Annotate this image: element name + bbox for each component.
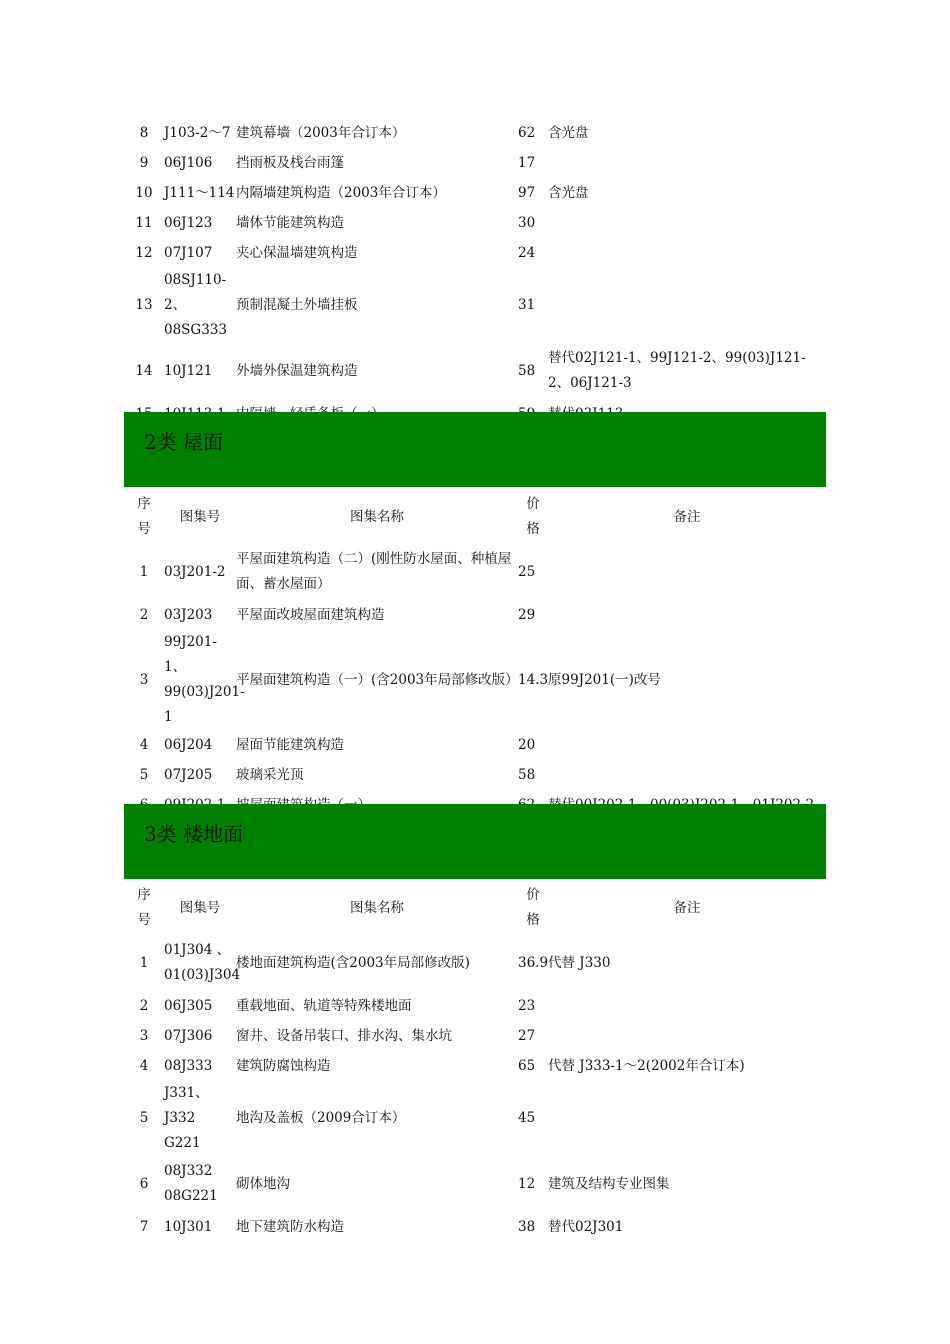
table-row bbox=[124, 760, 826, 790]
table-row bbox=[124, 343, 826, 399]
row-no: 2 bbox=[139, 606, 149, 623]
row-name: 平屋面改坡屋面建筑构造 bbox=[236, 606, 385, 623]
row-name: 夹心保温墙建筑构造 bbox=[236, 244, 358, 261]
row-price: 25 bbox=[518, 563, 536, 580]
row-name: 重载地面、轨道等特殊楼地面 bbox=[236, 997, 412, 1014]
table-row bbox=[124, 1081, 826, 1156]
table-row bbox=[124, 544, 826, 600]
section-banner-roof bbox=[124, 412, 826, 487]
header-price: 价格 bbox=[526, 887, 540, 928]
table-row bbox=[124, 600, 826, 630]
row-code: 99J201-1、99(03)J201-1 bbox=[164, 634, 245, 725]
row-code: 06J204 bbox=[164, 736, 213, 753]
row-no: 2 bbox=[139, 997, 149, 1014]
row-price: 38 bbox=[518, 1218, 536, 1235]
row-no: 10 bbox=[135, 184, 153, 201]
header-code: 图集号 bbox=[179, 899, 221, 916]
row-name: 平屋面建筑构造（一）(含2003年局部修改版） bbox=[236, 671, 519, 688]
row-price: 58 bbox=[518, 766, 536, 783]
row-note bbox=[548, 268, 826, 343]
header-no: 序号 bbox=[137, 496, 151, 537]
row-name: 地沟及盖板（2009合订本） bbox=[236, 1110, 406, 1126]
row-price: 62 bbox=[518, 124, 536, 141]
row-price: 58 bbox=[518, 362, 536, 379]
row-note bbox=[548, 208, 826, 238]
row-price: 97 bbox=[518, 184, 536, 201]
row-name: 屋面节能建筑构造 bbox=[236, 736, 344, 753]
header-code: 图集号 bbox=[179, 508, 221, 525]
row-code: 10J301 bbox=[164, 1218, 213, 1235]
table-row bbox=[124, 178, 826, 208]
row-code: 06J123 bbox=[164, 214, 213, 231]
row-name: 内隔墙建筑构造（2003年合订本） bbox=[236, 184, 446, 201]
row-note: 代替 J330 bbox=[548, 954, 611, 971]
row-name: 平屋面建筑构造（二）(刚性防水屋面、种植屋面、蓄水屋面） bbox=[236, 551, 512, 592]
row-price: 20 bbox=[518, 736, 536, 753]
row-note: 替代02J301 bbox=[548, 1218, 624, 1235]
row-note: 原99J201(一)改号 bbox=[548, 671, 661, 688]
row-code: 08J332 08G221 bbox=[164, 1163, 218, 1204]
roof-table bbox=[124, 490, 826, 820]
header-name: 图集名称 bbox=[350, 899, 404, 916]
row-no: 4 bbox=[139, 1057, 149, 1074]
row-note bbox=[548, 148, 826, 178]
wall-table bbox=[124, 118, 826, 429]
table-row bbox=[124, 268, 826, 343]
row-no: 1 bbox=[139, 563, 149, 580]
row-no: 5 bbox=[139, 766, 149, 783]
row-no: 5 bbox=[139, 1110, 149, 1126]
row-no: 1 bbox=[139, 954, 149, 971]
row-name: 楼地面建筑构造(含2003年局部修改版) bbox=[236, 954, 470, 971]
row-note: 含光盘 bbox=[548, 124, 589, 141]
header-name: 图集名称 bbox=[350, 508, 404, 525]
row-note: 代替 J333-1～2(2002年合订本) bbox=[548, 1057, 745, 1074]
row-no: 13 bbox=[135, 297, 153, 313]
row-note bbox=[548, 600, 826, 630]
row-code: 08J333 bbox=[164, 1057, 213, 1074]
row-note bbox=[548, 1021, 826, 1051]
row-price: 24 bbox=[518, 244, 536, 261]
row-price: 30 bbox=[518, 214, 536, 231]
row-note bbox=[548, 238, 826, 268]
row-note bbox=[548, 730, 826, 760]
row-price: 45 bbox=[518, 1110, 536, 1126]
table-row bbox=[124, 991, 826, 1021]
row-price: 65 bbox=[518, 1057, 536, 1074]
row-name: 建筑防腐蚀构造 bbox=[236, 1057, 331, 1074]
header-no: 序号 bbox=[137, 887, 151, 928]
row-no: 4 bbox=[139, 736, 149, 753]
row-name: 外墙外保温建筑构造 bbox=[236, 362, 358, 379]
row-price: 31 bbox=[518, 297, 536, 313]
row-code: 03J201-2 bbox=[164, 563, 226, 580]
header-note: 备注 bbox=[673, 899, 701, 916]
row-name: 预制混凝土外墙挂板 bbox=[236, 297, 358, 313]
header-note: 备注 bbox=[673, 508, 701, 525]
row-no: 8 bbox=[139, 124, 149, 141]
row-price: 36.9 bbox=[518, 954, 549, 971]
row-name: 砌体地沟 bbox=[236, 1175, 290, 1192]
row-code: 07J306 bbox=[164, 1027, 213, 1044]
row-name: 建筑幕墙（2003年合订本） bbox=[236, 124, 406, 141]
row-price: 27 bbox=[518, 1027, 536, 1044]
table-row bbox=[124, 1156, 826, 1212]
row-no: 9 bbox=[139, 154, 149, 171]
floor-table bbox=[124, 881, 826, 1242]
row-note bbox=[548, 991, 826, 1021]
table-row bbox=[124, 935, 826, 991]
table-header-row bbox=[124, 490, 826, 544]
row-note bbox=[548, 760, 826, 790]
table-row bbox=[124, 208, 826, 238]
row-price: 12 bbox=[518, 1175, 536, 1192]
row-code: 08SJ110-2、08SG333 bbox=[164, 272, 227, 338]
table-row bbox=[124, 1212, 826, 1242]
table-row bbox=[124, 1051, 826, 1081]
row-note: 建筑及结构专业图集 bbox=[548, 1175, 670, 1192]
section-title: 2类 屋面 bbox=[144, 430, 224, 454]
row-name: 墙体节能建筑构造 bbox=[236, 214, 344, 231]
table-row bbox=[124, 1021, 826, 1051]
row-no: 7 bbox=[139, 1218, 149, 1235]
table-row bbox=[124, 730, 826, 760]
row-price: 29 bbox=[518, 606, 536, 623]
row-note: 含光盘 bbox=[548, 184, 589, 201]
row-code: J331、J332 G221 bbox=[164, 1085, 209, 1151]
row-price: 14.3 bbox=[518, 671, 549, 688]
row-no: 14 bbox=[135, 362, 153, 379]
row-code: J111～114 bbox=[164, 184, 235, 201]
row-price: 17 bbox=[518, 154, 536, 171]
row-code: J103-2～7 bbox=[164, 124, 231, 141]
row-no: 11 bbox=[135, 214, 153, 231]
row-price: 23 bbox=[518, 997, 536, 1014]
table-row bbox=[124, 148, 826, 178]
row-name: 地下建筑防水构造 bbox=[236, 1218, 344, 1235]
row-code: 10J121 bbox=[164, 362, 213, 379]
row-name: 窗井、设备吊装口、排水沟、集水坑 bbox=[236, 1027, 452, 1044]
row-name: 挡雨板及栈台雨篷 bbox=[236, 154, 344, 171]
row-code: 07J107 bbox=[164, 244, 213, 261]
row-code: 06J305 bbox=[164, 997, 213, 1014]
section-banner-floor bbox=[124, 804, 826, 879]
table-row bbox=[124, 630, 826, 730]
row-note bbox=[548, 544, 826, 600]
section-title: 3类 楼地面 bbox=[144, 822, 244, 846]
row-no: 3 bbox=[139, 1027, 149, 1044]
row-no: 6 bbox=[139, 1175, 149, 1192]
row-no: 3 bbox=[139, 671, 149, 688]
table-row bbox=[124, 238, 826, 268]
row-code: 07J205 bbox=[164, 766, 213, 783]
table-row bbox=[124, 118, 826, 148]
header-price: 价格 bbox=[526, 496, 540, 537]
row-code: 01J304 、01(03)J304 bbox=[164, 942, 241, 983]
row-note bbox=[548, 1081, 826, 1156]
row-no: 12 bbox=[135, 244, 153, 261]
row-name: 玻璃采光顶 bbox=[236, 766, 304, 783]
row-note: 替代02J121-1、99J121-2、99(03)J121-2、06J121-3 bbox=[548, 350, 806, 391]
row-code: 03J203 bbox=[164, 606, 213, 623]
row-code: 06J106 bbox=[164, 154, 213, 171]
table-header-row bbox=[124, 881, 826, 935]
